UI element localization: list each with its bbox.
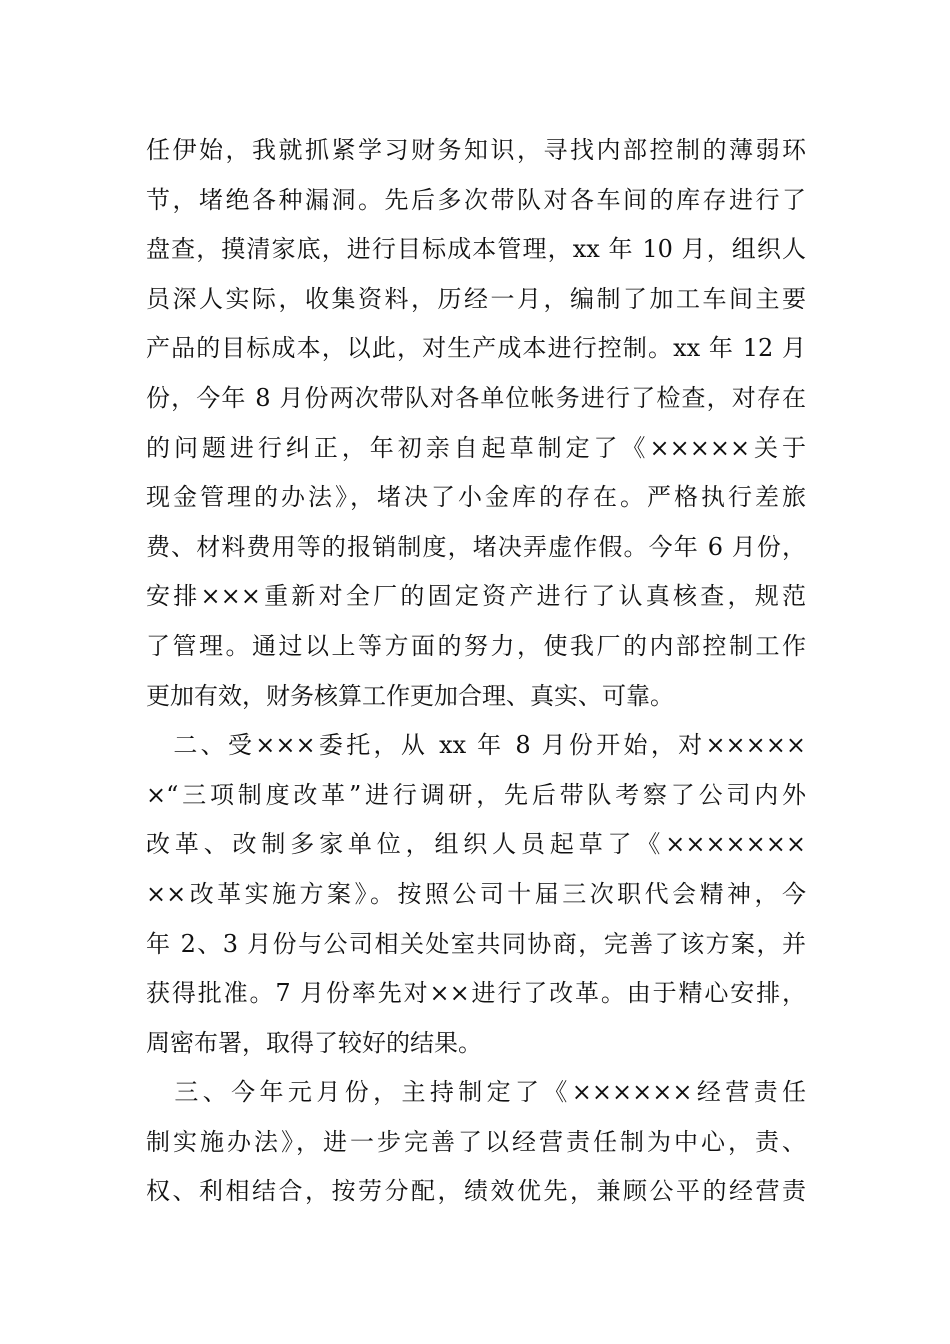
text-line: 任伊始，我就抓紧学习财务知识，寻找内部控制的薄弱环	[146, 136, 806, 164]
text-line: 改革、改制多家单位，组织人员起草了《×××××××	[146, 830, 806, 859]
paragraph-start-line: 三、今年元月份，主持制定了《××××××经营责任	[146, 1078, 806, 1107]
paragraph-end-line: 周密布署，取得了较好的结果。	[146, 1028, 482, 1057]
text-line: 安排×××重新对全厂的固定资产进行了认真核查，规范	[146, 582, 806, 611]
text-line: ×“三项制度改革”进行调研，先后带队考察了公司内外	[146, 780, 806, 809]
text-line: 份，今年 8 月份两次带队对各单位帐务进行了检查，对存在	[146, 383, 806, 412]
text-line: 节，堵绝各种漏洞。先后多次带队对各车间的库存进行了	[146, 185, 806, 214]
text-line: 员深人实际，收集资料，历经一月，编制了加工车间主要	[146, 284, 806, 313]
text-line: 权、利相结合，按劳分配，绩效优先，兼顾公平的经营责	[146, 1177, 806, 1206]
text-line: 现金管理的办法》，堵决了小金库的存在。严格执行差旅	[146, 483, 806, 512]
paragraph-start-line: 二、受×××委托，从 xx 年 8 月份开始，对×××××	[146, 731, 806, 760]
paragraph-end-line: 更加有效，财务核算工作更加合理、真实、可靠。	[146, 681, 674, 710]
text-line: 年 2、3 月份与公司相关处室共同协商，完善了该方案，并	[146, 929, 806, 958]
text-line: 盘查，摸清家底，进行目标成本管理，xx 年 10 月，组织人	[146, 235, 806, 264]
text-line: 获得批准。7 月份率先对××进行了改革。由于精心安排，	[146, 979, 806, 1008]
text-line: 了管理。通过以上等方面的努力，使我厂的内部控制工作	[146, 631, 806, 660]
text-line: ××改革实施方案》。按照公司十届三次职代会精神，今	[146, 879, 806, 908]
text-line: 的问题进行纠正，年初亲自起草制定了《×××××关于	[146, 433, 806, 462]
text-line: 费、材料费用等的报销制度，堵决弄虚作假。今年 6 月份，	[146, 532, 806, 561]
body-text	[146, 126, 806, 1217]
text-line: 制实施办法》，进一步完善了以经营责任制为中心，责、	[146, 1127, 806, 1156]
text-line: 产品的目标成本，以此，对生产成本进行控制。xx 年 12 月	[146, 334, 806, 363]
